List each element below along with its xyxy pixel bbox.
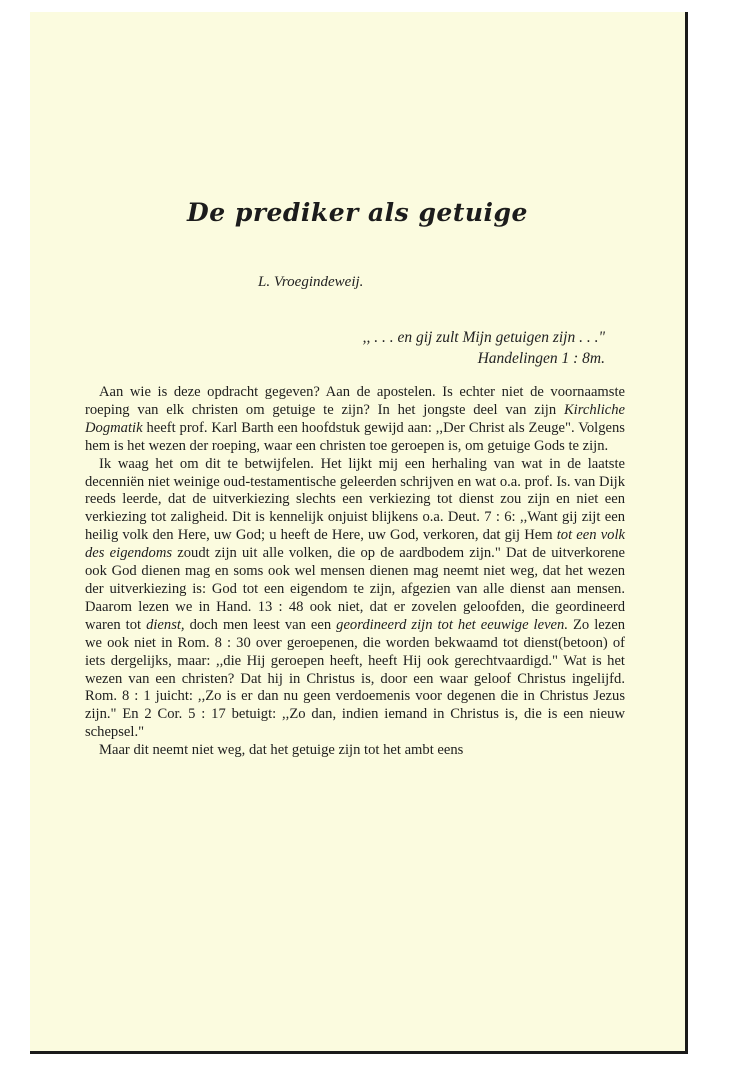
italic-text: geordineerd zijn tot het eeuwige leven. — [336, 616, 568, 633]
epigraph — [363, 327, 605, 369]
article-title: De prediker als getuige — [187, 198, 528, 227]
article-body — [85, 384, 625, 760]
text-run: heeft prof. Karl Barth een hoofdstuk gewijd aan: ,,Der Christ als Zeuge". Volgens hem is het wezen der roeping, waar een christen toe geroepen is, om getuige Gods te zijn. — [85, 419, 625, 454]
document-page — [30, 12, 688, 1054]
epigraph-text: ,, . . . en gij zult Mijn getuigen zijn . . ." — [362, 329, 605, 346]
text-run: Aan wie is deze opdracht gegeven? Aan de apostelen. Is echter niet de voornaamste roeping van elk christen om getuige te zijn? In het jongste deel van zijn — [85, 384, 625, 418]
text-run: doch men leest van een — [184, 616, 337, 633]
text-run: Zo lezen we ook niet in Rom. 8 : 30 over geroepenen, die worden bekwaamd tot dienst(betoon) of iets dergelijks, maar: ,,die Hij geroepen heeft, heeft Hij ook gerechtvaardigd." Wat is het wezen van een christen? Dat hij in Christus is, door een waar geloof Christus ingelijfd. Rom. 8 : 1 juicht: ,,Zo is er dan nu geen verdoemenis voor degenen die in Christus Jezus zijn." En 2 Cor. 5 : 17 betuigt: ,,Zo dan, indien iemand in Christus is, die is een nieuw schepsel." — [85, 616, 625, 741]
italic-text: Kirchliche Dogmatik — [85, 401, 625, 436]
epigraph-reference: Handelingen 1 : 8m. — [477, 350, 605, 367]
paragraph-3 — [85, 742, 625, 760]
paragraph-1 — [85, 384, 625, 456]
italic-text: dienst, — [146, 616, 185, 633]
article-author: L. Vroegindeweij. — [258, 274, 364, 290]
text-run: Maar dit neemt niet weg, dat het getuige zijn tot het ambt eens — [99, 742, 464, 759]
text-run: zoudt zijn uit alle volken, die op de aardbodem zijn." Dat de uitverkorene ook God dienen mag en soms ook wel mensen dienen mag neemt niet weg, dat het wezen der uitverkiezing is: God tot een eigendom te zijn, afgezien van alle dienst aan mensen. Daarom lezen we in Hand. 13 : 48 ook niet, dat er zovelen geloofden, die geordineerd waren tot — [85, 545, 625, 633]
text-run: Ik waag het om dit te betwijfelen. Het lijkt mij een herhaling van wat in de laatste decenniën niet weinige oud-testamentische geleerden schrijven en wat o.a. prof. Is. van Dijk reeds leerde, dat de uitverkiezing slechts een verkiezing tot dienst zou zijn en niet een verkiezing tot zaligheid. Dit is kennelijk onjuist blijkens o.a. Deut. 7 : 6: ,,Want gij zijt een heilig volk den Here, uw God; u heeft de Here, uw God, verkoren, dat gij Hem — [85, 455, 625, 544]
paragraph-2 — [85, 456, 625, 743]
italic-text: tot een volk des eigendoms — [85, 527, 626, 562]
